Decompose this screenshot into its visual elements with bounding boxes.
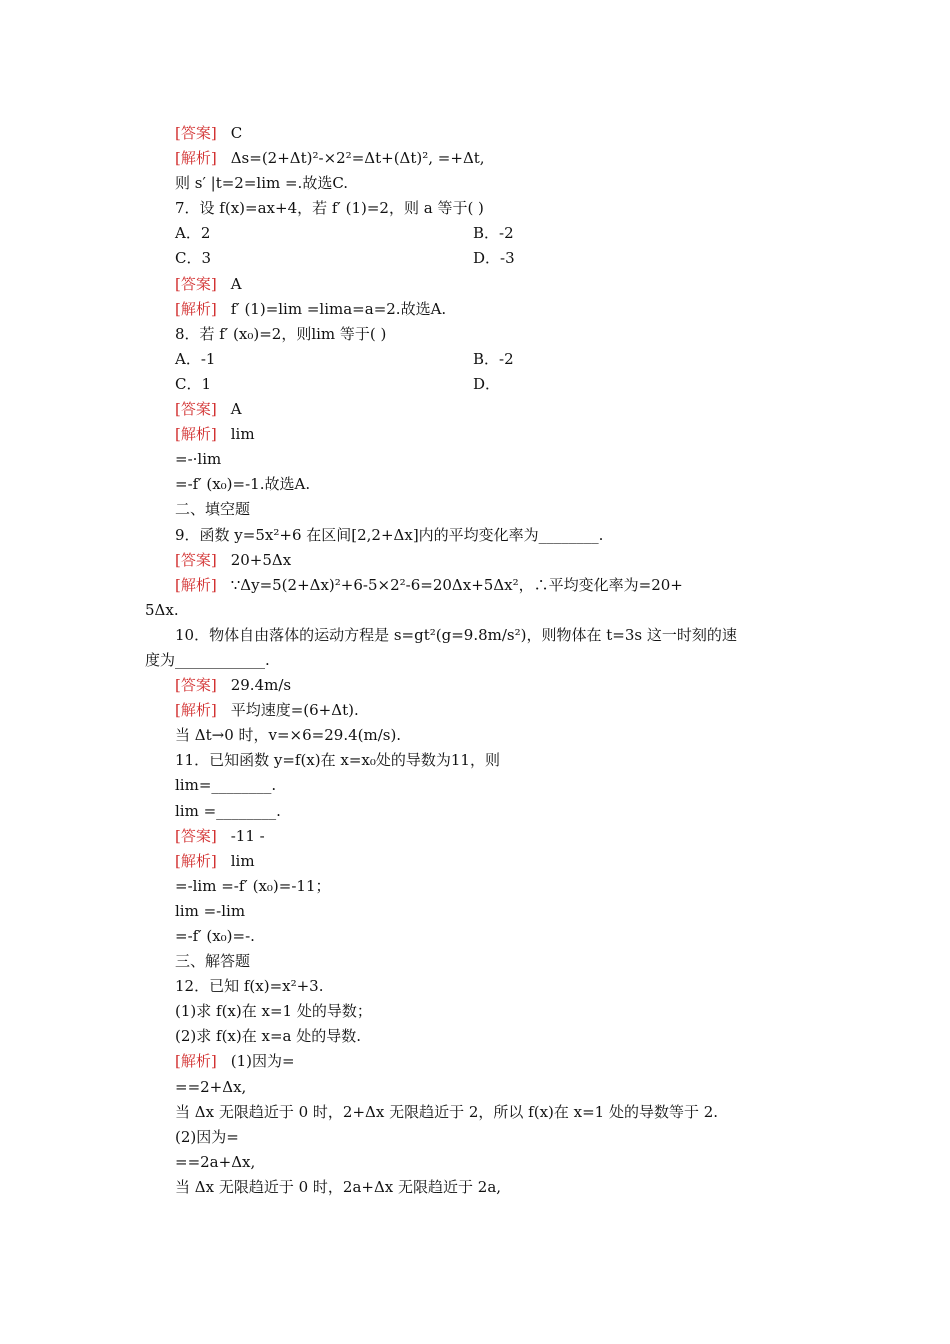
- section-tag: [解析]: [175, 149, 217, 168]
- line-text: =-f′ (x₀)=-.: [175, 927, 255, 945]
- section-tag: [答案]: [175, 400, 217, 419]
- document-page: [145, 121, 815, 1200]
- option-left: C．1: [175, 374, 212, 393]
- text-line: [175, 1175, 815, 1200]
- line-text: Δs=(2+Δt)²-×2²=Δt+(Δt)², =+Δt,: [230, 149, 485, 168]
- line-text: ==2a+Δx,: [175, 1152, 256, 1171]
- text-line: [175, 974, 815, 999]
- text-line: [175, 899, 815, 924]
- line-text: (2)求 f(x)在 x=a 处的导数.: [175, 1027, 362, 1046]
- text-line: [175, 422, 815, 447]
- section-tag: [解析]: [175, 299, 217, 318]
- line-text: 11．已知函数 y=f(x)在 x=x₀处的导数为11，则: [175, 751, 500, 770]
- option-right: B．-2: [473, 224, 514, 243]
- line-text: 二、填空题: [175, 500, 251, 519]
- line-text: lim=________.: [175, 776, 277, 795]
- line-text: 则 s′ |t=2=lim =.故选C.: [175, 174, 349, 193]
- text-line: [175, 849, 815, 874]
- text-line: [175, 372, 815, 397]
- line-text: 20+5Δx: [230, 550, 292, 569]
- line-text: ==2+Δx,: [175, 1077, 247, 1096]
- text-line: [175, 397, 815, 422]
- section-tag: [解析]: [175, 851, 217, 870]
- text-line: [175, 297, 815, 322]
- line-text: (1)求 f(x)在 x=1 处的导数；: [175, 1002, 372, 1021]
- line-text: 7．设 f(x)=ax+4，若 f′ (1)=2，则 a 等于( ): [175, 199, 484, 218]
- line-text: =-·lim: [175, 450, 222, 469]
- line-text: 当 Δx 无限趋近于 0 时，2a+Δx 无限趋近于 2a,: [175, 1177, 502, 1196]
- text-line: [175, 999, 815, 1024]
- text-line: [175, 874, 815, 899]
- option-left: C．3: [175, 249, 212, 268]
- line-text: lim =-lim: [175, 901, 246, 920]
- section-tag: [解析]: [175, 425, 217, 444]
- text-line: [175, 121, 815, 146]
- text-line: [175, 146, 815, 171]
- line-text: -11 -: [230, 826, 265, 845]
- option-right: D．-3: [473, 249, 515, 268]
- line-text: lim: [230, 425, 255, 444]
- text-line: [175, 623, 815, 648]
- line-text: 8．若 f′ (x₀)=2，则lim 等于( ): [175, 324, 387, 343]
- line-text: =-lim =-f′ (x₀)=-11；: [175, 876, 331, 895]
- line-text: 5Δx.: [145, 600, 179, 619]
- section-tag: [答案]: [175, 124, 217, 142]
- option-left: A．-1: [175, 349, 216, 368]
- text-line: [175, 924, 815, 949]
- section-tag: [解析]: [175, 575, 217, 594]
- text-line: [175, 723, 815, 748]
- text-line: [175, 472, 815, 497]
- text-line: [175, 748, 815, 773]
- section-tag: [解析]: [175, 1052, 217, 1071]
- text-line: [175, 1049, 815, 1074]
- text-line: [175, 773, 815, 798]
- line-text: 12．已知 f(x)=x²+3.: [175, 977, 324, 996]
- line-text: 当 Δx 无限趋近于 0 时，2+Δx 无限趋近于 2，所以 f(x)在 x=1 处的导数等于 2.: [175, 1102, 719, 1121]
- line-text: f′ (1)=lim =lima=a=2.故选A.: [230, 299, 447, 318]
- text-line: [175, 824, 815, 849]
- text-line: [175, 523, 815, 548]
- text-line: [175, 799, 815, 824]
- line-text: lim: [230, 851, 255, 870]
- text-line: [175, 447, 815, 472]
- text-line: [145, 648, 815, 673]
- text-line: [175, 171, 815, 196]
- line-text: 三、解答题: [175, 952, 251, 971]
- option-right: D．: [473, 374, 501, 393]
- section-tag: [答案]: [175, 676, 217, 695]
- text-line: [175, 347, 815, 372]
- line-text: (1)因为=: [230, 1052, 295, 1071]
- text-line: [175, 497, 815, 522]
- text-line: [175, 1075, 815, 1100]
- text-line: [145, 598, 815, 623]
- text-line: [175, 698, 815, 723]
- text-line: [175, 196, 815, 221]
- line-text: (2)因为=: [175, 1127, 239, 1146]
- line-text: =-f′ (x₀)=-1.故选A.: [175, 475, 311, 494]
- text-line: [175, 673, 815, 698]
- text-line: [175, 548, 815, 573]
- line-text: 平均速度=(6+Δt).: [230, 701, 359, 720]
- section-tag: [答案]: [175, 826, 217, 845]
- text-line: [175, 1125, 815, 1150]
- option-right: B．-2: [473, 349, 514, 368]
- option-left: A．2: [175, 224, 211, 243]
- text-line: [175, 246, 815, 271]
- text-line: [175, 1100, 815, 1125]
- line-text: 29.4m/s: [230, 676, 292, 695]
- text-line: [175, 272, 815, 297]
- line-text: A: [230, 400, 242, 419]
- line-text: lim =________.: [175, 801, 281, 820]
- section-tag: [答案]: [175, 274, 217, 293]
- text-line: [175, 949, 815, 974]
- line-text: 9．函数 y=5x²+6 在区间[2,2+Δx]内的平均变化率为________.: [175, 525, 604, 544]
- text-line: [175, 1150, 815, 1175]
- text-line: [175, 221, 815, 246]
- line-text: ∵Δy=5(2+Δx)²+6-5×2²-6=20Δx+5Δx²，∴平均变化率为=20+: [230, 575, 683, 594]
- line-text: 度为____________.: [145, 650, 270, 669]
- text-line: [175, 573, 815, 598]
- section-tag: [答案]: [175, 550, 217, 569]
- text-line: [175, 322, 815, 347]
- text-line: [175, 1024, 815, 1049]
- line-text: C: [230, 124, 243, 142]
- section-tag: [解析]: [175, 701, 217, 720]
- line-text: 当 Δt→0 时，v=×6=29.4(m/s).: [175, 726, 402, 745]
- line-text: A: [230, 274, 242, 293]
- line-text: 10．物体自由落体的运动方程是 s=gt²(g=9.8m/s²)，则物体在 t=3s 这一时刻的速: [175, 625, 737, 644]
